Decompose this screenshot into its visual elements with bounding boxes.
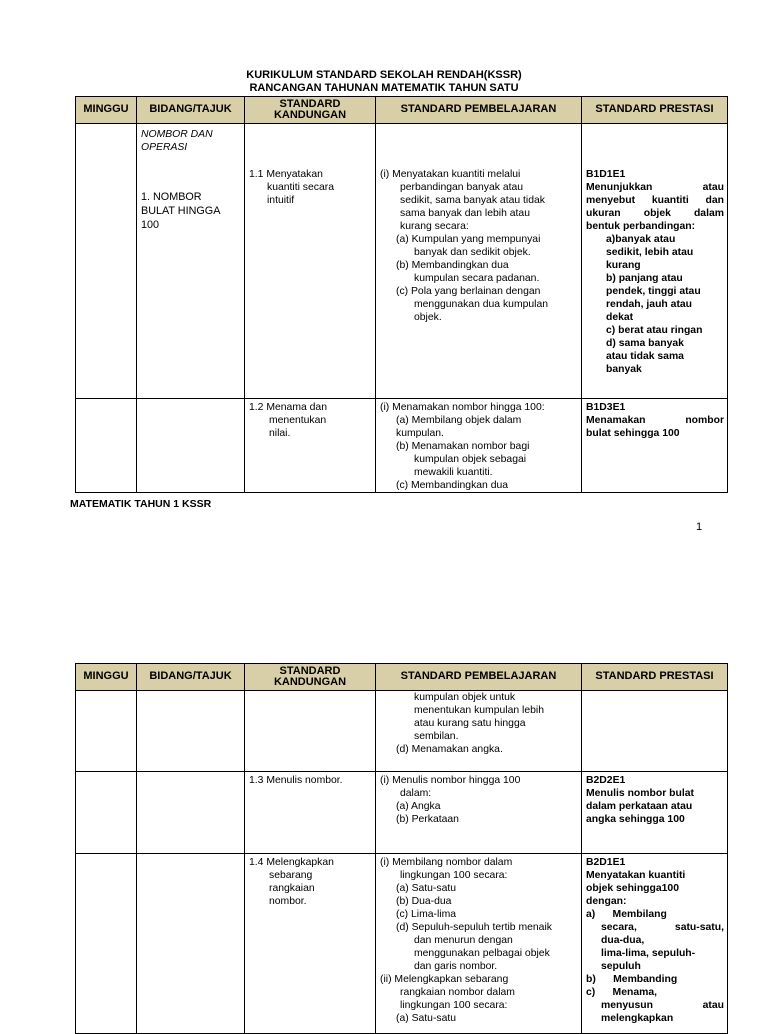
- sprestasi-line: sedikit, lebih atau: [606, 247, 694, 258]
- sp-line: (d) Sepuluh-sepuluh tertib menaik: [396, 922, 552, 933]
- sk-line: menentukan: [269, 415, 327, 426]
- standard-pembelajaran-cell: [376, 772, 582, 854]
- sprestasi-line: rendah, jauh atau: [606, 299, 693, 310]
- sp-line: (a) Kumpulan yang mempunyai: [396, 234, 541, 245]
- sprestasi-line: Menunjukkan atau: [586, 182, 724, 193]
- sp-line: kurang secara:: [400, 221, 469, 232]
- sp-line: dalam:: [400, 788, 432, 799]
- sprestasi-line: sepuluh: [601, 961, 641, 972]
- sk-line: kuantiti secara: [267, 182, 334, 193]
- sp-line: (i) Menulis nombor hingga 100: [380, 775, 521, 786]
- sprestasi-line: c) Menama,: [586, 987, 658, 998]
- document-title: KURIKULUM STANDARD SEKOLAH RENDAH(KSSR): [246, 69, 522, 81]
- sk-line: 1.2 Menama dan: [249, 402, 327, 413]
- sk-line: nilai.: [269, 428, 291, 439]
- minggu-cell: [76, 124, 137, 399]
- standard-pembelajaran-cell: [376, 854, 582, 1034]
- sp-line: (i) Menamakan nombor hingga 100:: [380, 402, 545, 413]
- sprestasi-code: B2D1E1: [586, 857, 626, 868]
- sprestasi-line: menyebut kuantiti dan: [586, 195, 724, 206]
- header-sk-line1: STANDARD: [279, 97, 341, 110]
- sprestasi-line: dalam perkataan atau: [586, 801, 693, 812]
- minggu-cell: [76, 691, 137, 772]
- sprestasi-line: Menulis nombor bulat: [586, 788, 694, 799]
- bidang-tajuk-cell: [137, 772, 245, 854]
- bidang-line: NOMBOR DAN: [141, 129, 213, 140]
- sk-line: 1.3 Menulis nombor.: [249, 775, 343, 786]
- bidang-tajuk-cell: [137, 399, 245, 493]
- document-subtitle: RANCANGAN TAHUNAN MATEMATIK TAHUN SATU: [249, 82, 519, 94]
- table-row: [76, 691, 728, 772]
- bidang-line: OPERASI: [141, 142, 188, 153]
- sp-line: lingkungan 100 secara:: [400, 870, 508, 881]
- sprestasi-line: dengan:: [586, 896, 627, 907]
- sprestasi-line: Menyatakan kuantiti: [586, 870, 686, 881]
- sk-line: 1.1 Menyatakan: [249, 169, 323, 180]
- bidang-tajuk-cell: [137, 691, 245, 772]
- standard-prestasi-cell: [582, 854, 728, 1034]
- sp-line: objek.: [414, 312, 442, 323]
- sp-line: (a) Membilang objek dalam: [396, 415, 522, 426]
- sp-line: kumpulan objek sebagai: [414, 454, 527, 465]
- sprestasi-line: ukuran objek dalam: [586, 208, 724, 219]
- header-standard-prestasi: STANDARD PRESTASI: [582, 664, 728, 691]
- sprestasi-code: B1D1E1: [586, 169, 626, 180]
- sk-line: intuitif: [267, 195, 295, 206]
- sp-line: dan menurun dengan: [414, 935, 513, 946]
- standard-pembelajaran-cell: [376, 124, 582, 399]
- sp-line: (i) Menyatakan kuantiti melalui: [380, 169, 521, 180]
- plan-table-page-2: [75, 663, 728, 1034]
- sprestasi-line: a) Membilang: [586, 909, 667, 920]
- sprestasi-line: bulat sehingga 100: [586, 428, 680, 439]
- sp-line: perbandingan banyak atau: [400, 182, 524, 193]
- sp-line: banyak dan sedikit objek.: [414, 247, 531, 258]
- sprestasi-code: B1D3E1: [586, 402, 626, 413]
- footer-text: MATEMATIK TAHUN 1 KSSR: [70, 498, 212, 510]
- sp-line: sedikit, sama banyak atau tidak: [400, 195, 545, 206]
- sp-line: (b) Menamakan nombor bagi: [396, 441, 530, 452]
- sp-line: (a) Angka: [396, 801, 441, 812]
- sprestasi-line: lima-lima, sepuluh-: [601, 948, 696, 959]
- header-minggu: MINGGU: [76, 97, 137, 124]
- sprestasi-line: b) Membanding: [586, 974, 678, 985]
- header-bidang-tajuk: BIDANG/TAJUK: [137, 97, 245, 124]
- standard-pembelajaran-cell: [376, 691, 582, 772]
- header-bidang-tajuk: BIDANG/TAJUK: [137, 664, 245, 691]
- sp-line: (c) Pola yang berlainan dengan: [396, 286, 541, 297]
- sp-line: (b) Membandingkan dua: [396, 260, 509, 271]
- sprestasi-line: c) berat atau ringan: [606, 325, 703, 336]
- sp-line: dan garis nombor.: [414, 961, 498, 972]
- sprestasi-line: b) panjang atau: [606, 273, 683, 284]
- sprestasi-line: bentuk perbandingan:: [586, 221, 696, 232]
- sprestasi-line: kurang: [606, 260, 641, 271]
- sp-line: (c) Lima-lima: [396, 909, 457, 920]
- sprestasi-line: dekat: [606, 312, 634, 323]
- sk-line: sebarang: [269, 870, 313, 881]
- sk-line: nombor.: [269, 896, 307, 907]
- sp-line: sembilan.: [414, 731, 459, 742]
- sp-line: lingkungan 100 secara:: [400, 1000, 508, 1011]
- sp-line: rangkaian nombor dalam: [400, 987, 515, 998]
- sp-line: kumpulan objek untuk: [414, 692, 516, 703]
- standard-kandungan-cell: [245, 772, 376, 854]
- sp-line: (a) Satu-satu: [396, 883, 457, 894]
- minggu-cell: [76, 854, 137, 1034]
- sp-line: kumpulan secara padanan.: [414, 273, 540, 284]
- table-row: [76, 399, 728, 493]
- sprestasi-line: atau tidak sama: [606, 351, 684, 362]
- bidang-tajuk-cell: [137, 854, 245, 1034]
- header-standard-pembelajaran: STANDARD PEMBELAJARAN: [376, 97, 582, 124]
- table-header-row: [76, 664, 728, 691]
- sprestasi-line: banyak: [606, 364, 642, 375]
- page-number: 1: [696, 521, 703, 533]
- header-sk-line2: KANDUNGAN: [273, 109, 347, 121]
- sprestasi-line: dua-dua,: [601, 935, 645, 946]
- table-row: [76, 772, 728, 854]
- sp-line: (b) Dua-dua: [396, 896, 452, 907]
- table-row: [76, 124, 728, 399]
- sprestasi-line: pendek, tinggi atau: [606, 286, 701, 297]
- sp-line: (ii) Melengkapkan sebarang: [380, 974, 509, 985]
- sprestasi-line: objek sehingga100: [586, 883, 679, 894]
- header-standard-pembelajaran: STANDARD PEMBELAJARAN: [376, 664, 582, 691]
- sprestasi-line: Menamakan nombor: [586, 415, 724, 426]
- standard-kandungan-cell: [245, 691, 376, 772]
- sp-line: sama banyak dan lebih atau: [400, 208, 530, 219]
- bidang-tajuk-cell: [137, 124, 245, 399]
- header-minggu: MINGGU: [76, 664, 137, 691]
- sp-line: (b) Perkataan: [396, 814, 459, 825]
- tajuk-line: 1. NOMBOR: [141, 191, 202, 203]
- sp-line: menggunakan pelbagai objek: [414, 948, 550, 959]
- table-header-row: [76, 97, 728, 124]
- standard-prestasi-cell: [582, 124, 728, 399]
- header-sk-line2: KANDUNGAN: [273, 676, 347, 688]
- sk-line: rangkaian: [269, 883, 315, 894]
- standard-kandungan-cell: [245, 124, 376, 399]
- sp-line: (i) Membilang nombor dalam: [380, 857, 513, 868]
- sp-line: menggunakan dua kumpulan: [414, 299, 549, 310]
- sprestasi-line: angka sehingga 100: [586, 814, 685, 825]
- tajuk-line: 100: [141, 219, 160, 231]
- standard-prestasi-cell: [582, 691, 728, 772]
- standard-pembelajaran-cell: [376, 399, 582, 493]
- table-row: [76, 854, 728, 1034]
- sp-line: atau kurang satu hingga: [414, 718, 526, 729]
- sp-line: menentukan kumpulan lebih: [414, 705, 544, 716]
- header-standard-prestasi: STANDARD PRESTASI: [582, 97, 728, 124]
- standard-kandungan-cell: [245, 854, 376, 1034]
- plan-table-page-1: [75, 96, 728, 493]
- sprestasi-line: melengkapkan: [601, 1013, 674, 1024]
- sprestasi-line: a)banyak atau: [606, 234, 676, 245]
- standard-kandungan-cell: [245, 399, 376, 493]
- sprestasi-line: secara, satu-satu,: [601, 922, 724, 933]
- sp-line: (c) Membandingkan dua: [396, 480, 509, 491]
- header-standard-kandungan: [245, 97, 376, 124]
- sprestasi-code: B2D2E1: [586, 775, 626, 786]
- sprestasi-line: d) sama banyak: [606, 338, 684, 349]
- standard-prestasi-cell: [582, 772, 728, 854]
- tajuk-line: BULAT HINGGA: [141, 205, 221, 217]
- sp-line: mewakili kuantiti.: [414, 467, 493, 478]
- minggu-cell: [76, 772, 137, 854]
- header-sk-line1: STANDARD: [279, 664, 341, 677]
- header-standard-kandungan: [245, 664, 376, 691]
- sp-line: (d) Menamakan angka.: [396, 744, 503, 755]
- sk-line: 1.4 Melengkapkan: [249, 857, 334, 868]
- minggu-cell: [76, 399, 137, 493]
- sp-line: (a) Satu-satu: [396, 1013, 457, 1024]
- sp-line: kumpulan.: [396, 428, 444, 439]
- standard-prestasi-cell: [582, 399, 728, 493]
- sprestasi-line: menyusun atau: [601, 1000, 724, 1011]
